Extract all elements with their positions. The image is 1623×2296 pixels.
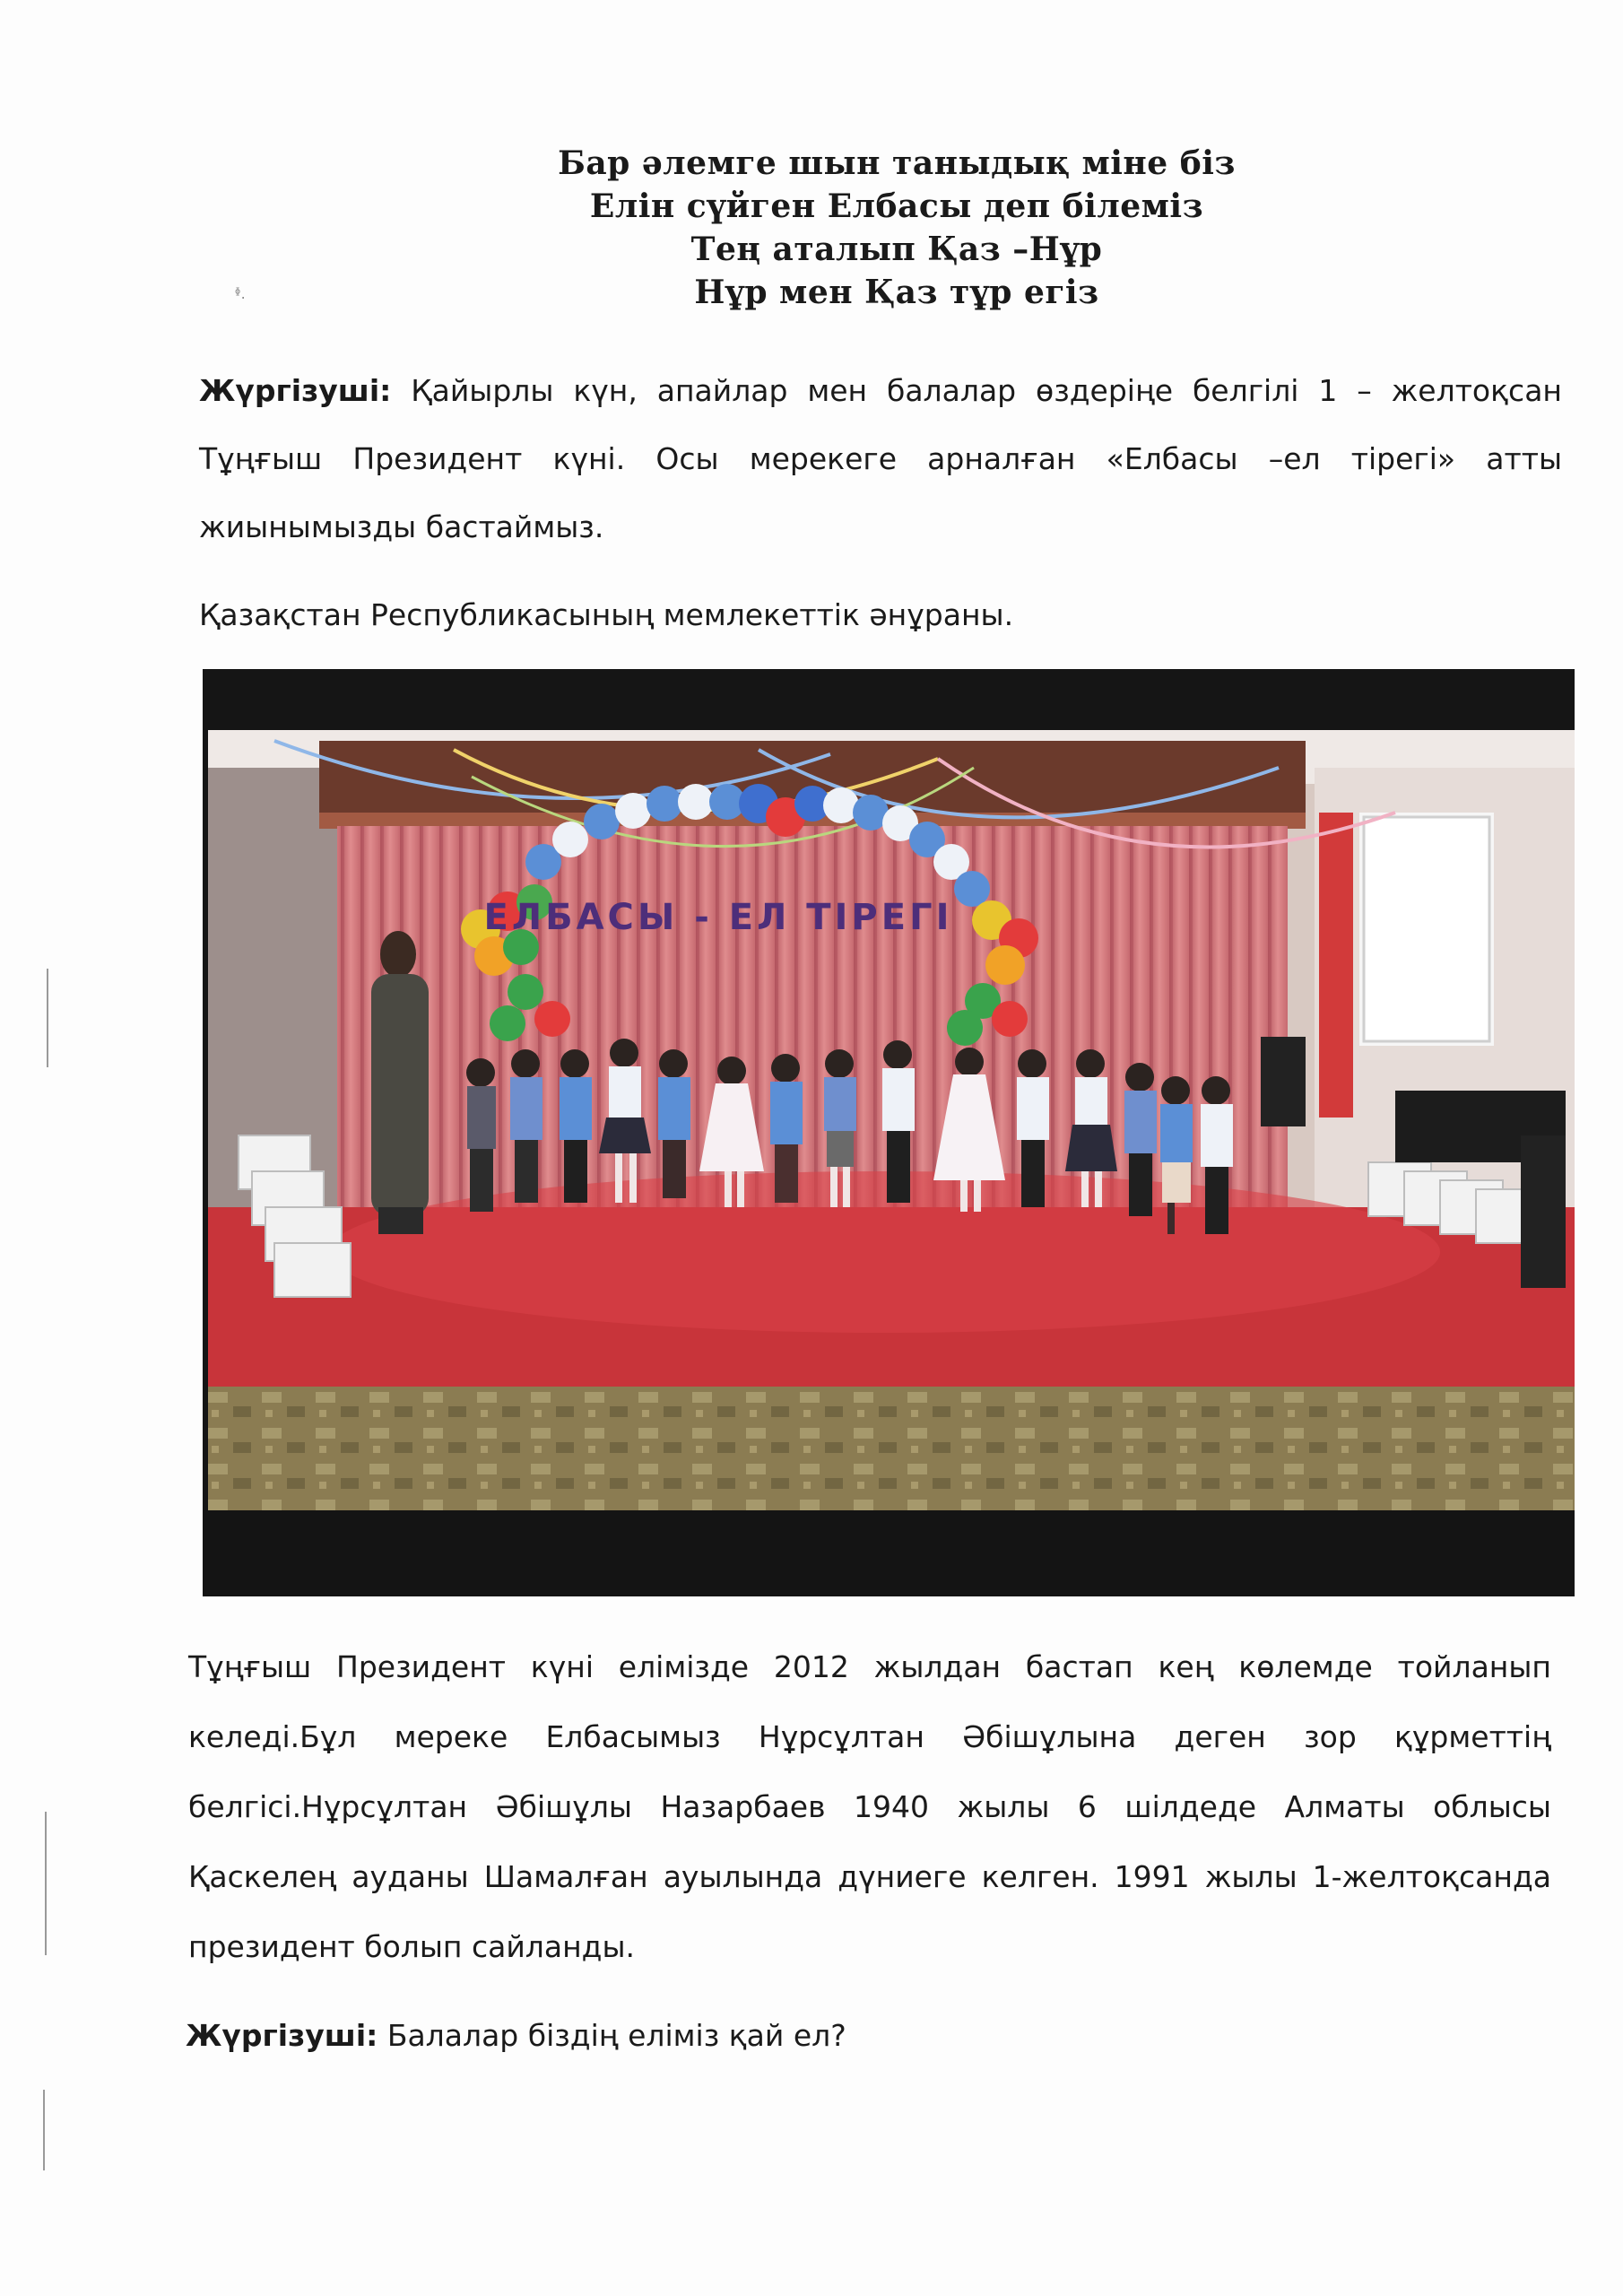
presenter-label: Жүргізуші: <box>186 2018 378 2053</box>
scan-edge-mark <box>45 1812 47 1955</box>
photo-banner-text: ЕЛБАСЫ - ЕЛ ТІРЕГІ <box>483 897 953 938</box>
anthem-line: Қазақстан Республикасының мемлекеттік әнұраны. <box>199 597 1014 632</box>
presenter-label: Жүргізуші: <box>199 373 392 408</box>
event-photo-illustration <box>203 669 1575 1596</box>
history-paragraph: Тұңғыш Президент күні елімізде 2012 жылдан бастап кең көлемде тойланып келеді.Бұл мереке Елбасымыз Нұрсұлтан Әбішұлына деген зор құрметтің белгісі.Нұрсұлтан Әбішұлы Назарбаев 1940 жылы 6 шілдеде Алматы облысы Қаскелең ауданы Шамалған ауылында дүниеге келген. 1991 жылы 1-желтоқсанда президент болып сайланды. <box>188 1649 1551 1964</box>
scan-edge-mark <box>47 969 48 1067</box>
poem-line: Тең аталып Қаз –Нұр <box>690 230 1103 268</box>
question-paragraph <box>186 2009 1549 2063</box>
question-text: Балалар біздің еліміз қай ел? <box>378 2018 846 2053</box>
poem-line: Нұр мен Қаз тұр егіз <box>694 274 1099 311</box>
poem <box>359 142 1435 314</box>
poem-line: Елін сүйген Елбасы деп білеміз <box>589 187 1204 225</box>
scan-edge-mark <box>43 2090 45 2170</box>
scan-speck: ᶲ. <box>235 285 246 302</box>
intro-paragraph <box>199 357 1562 561</box>
event-photo <box>203 669 1575 1596</box>
poem-line: Бар әлемге шын таныдық міне біз <box>558 144 1236 182</box>
intro-text: Қайырлы күн, апайлар мен балалар өздеріңе белгілі 1 – желтоқсан Тұңғыш Президент күні. Осы мерекеге арналған «Елбасы –ел тірегі» атты жиынымызды бастаймыз. <box>199 373 1562 544</box>
